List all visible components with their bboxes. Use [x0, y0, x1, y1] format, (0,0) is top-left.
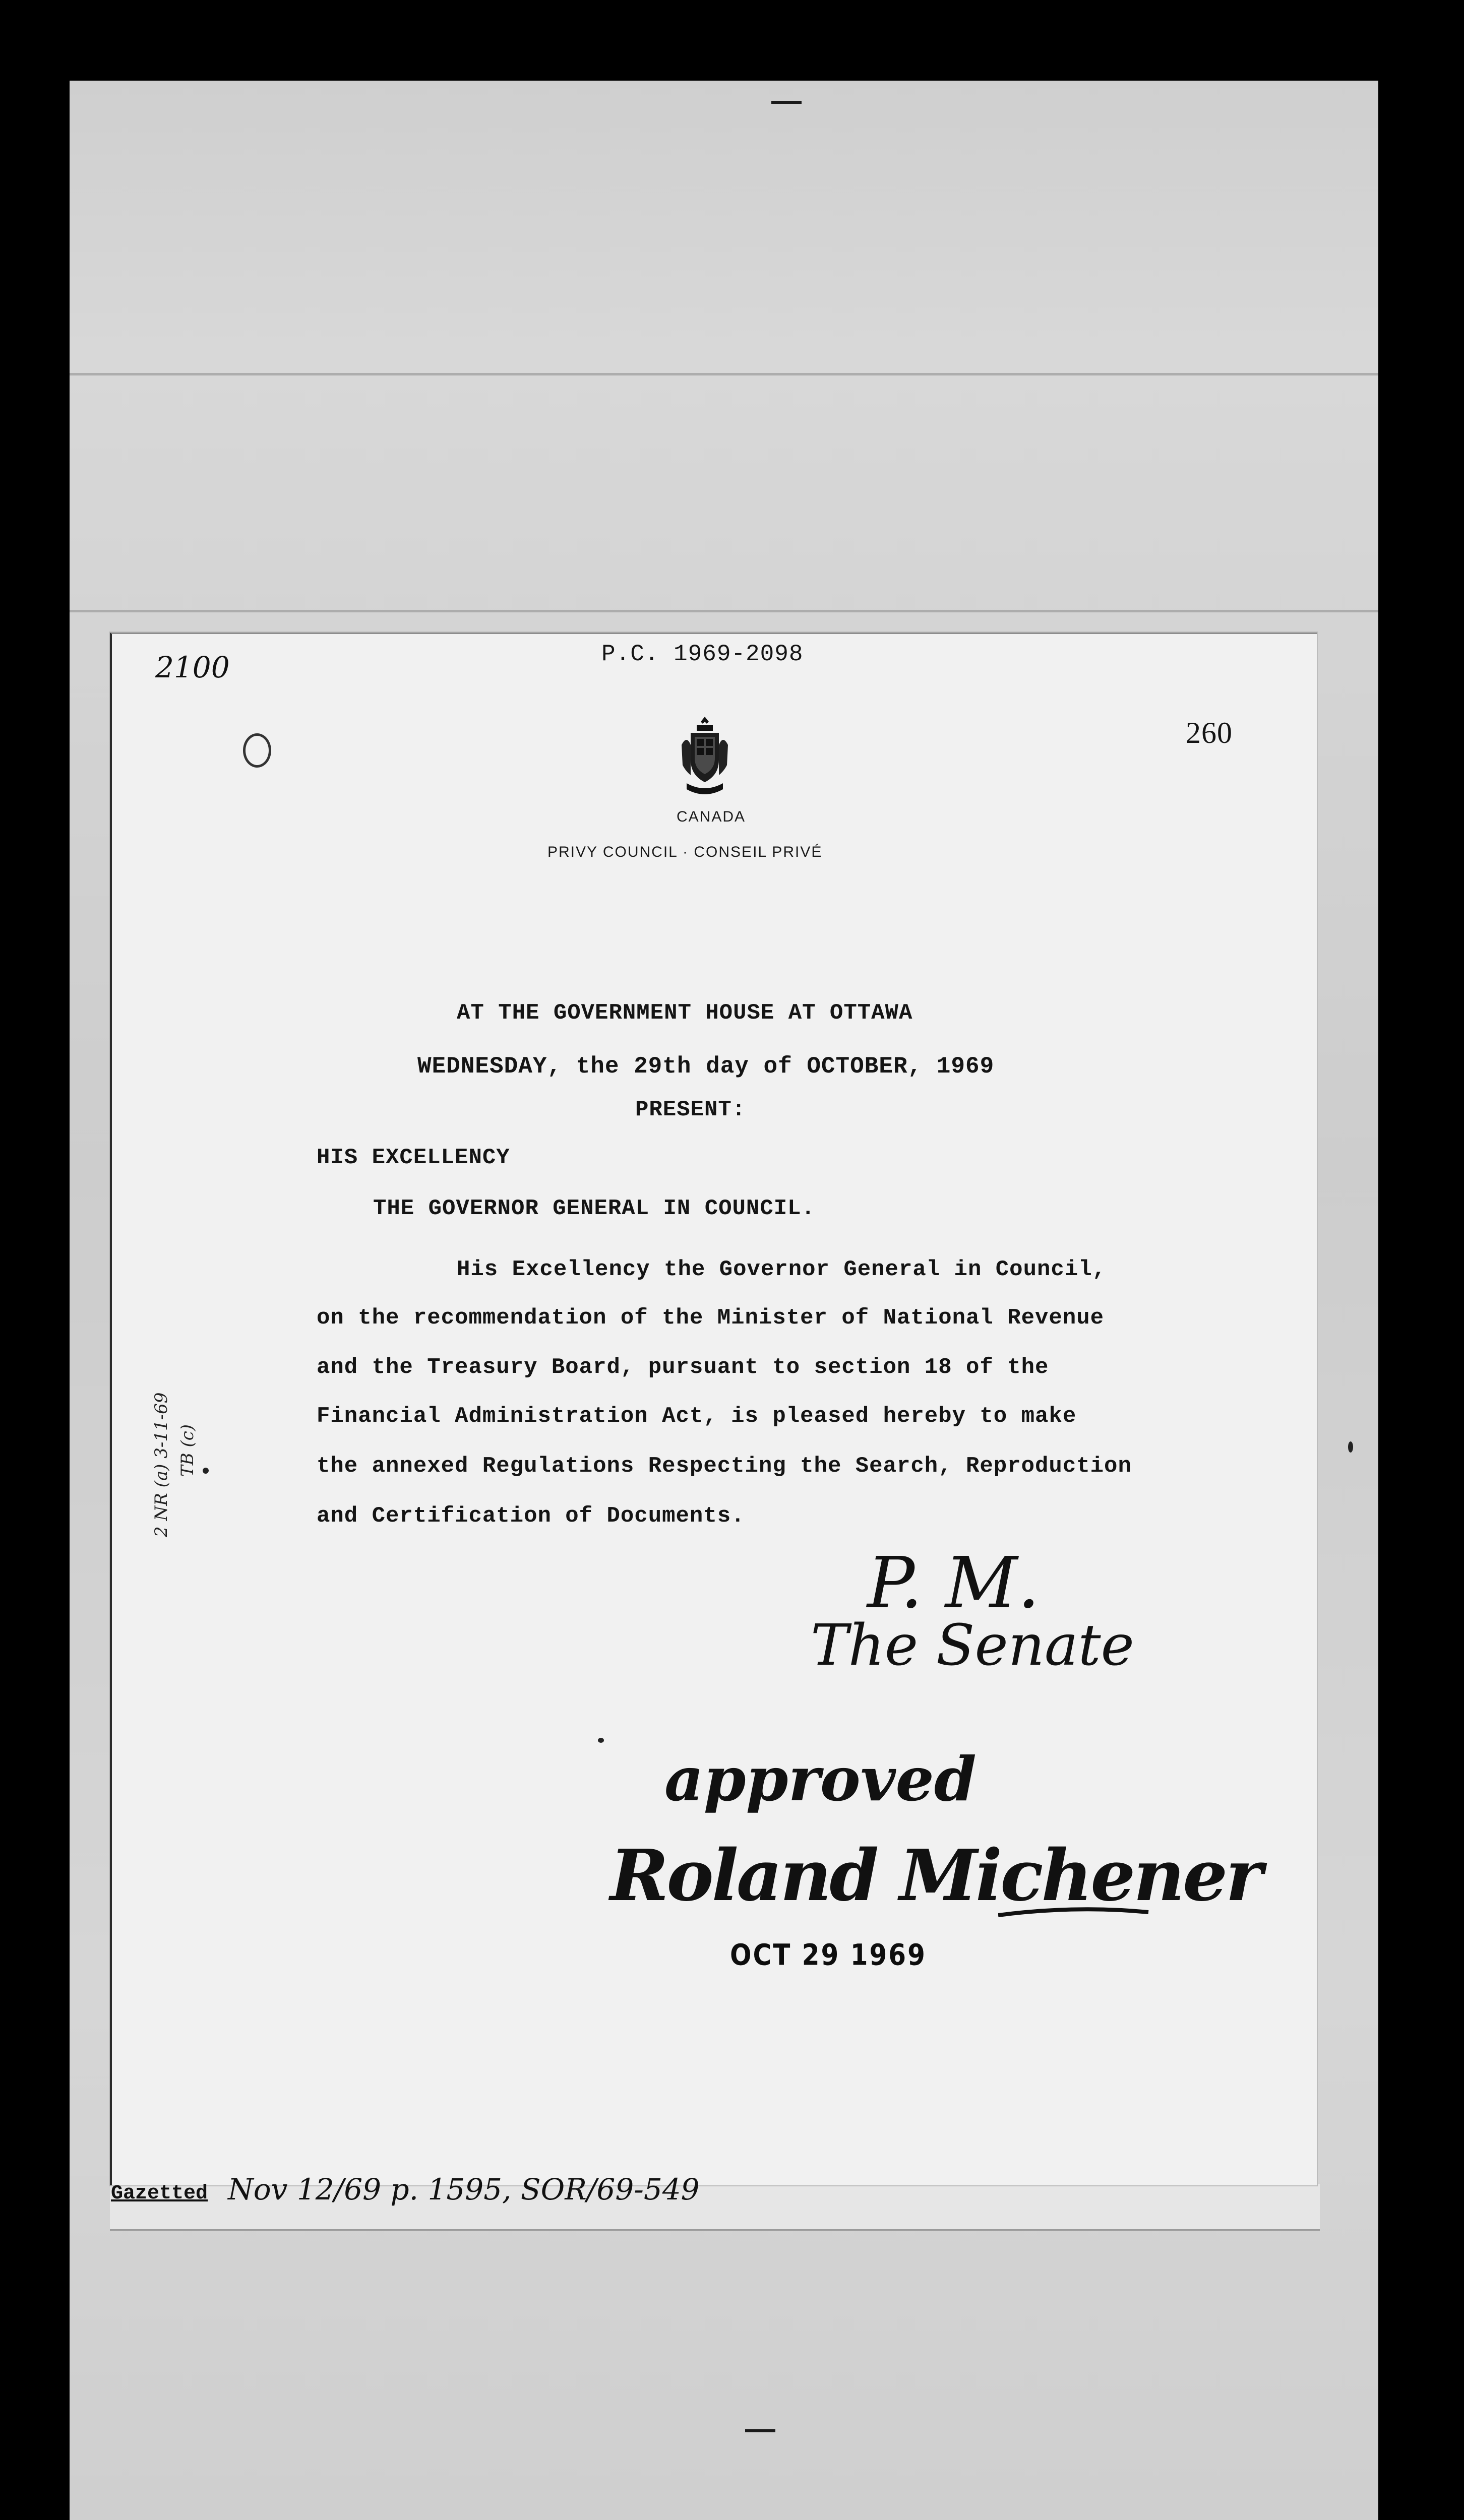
gazetted-handwritten-note: Nov 12/69 p. 1595, SOR/69-549	[228, 2172, 700, 2207]
approval-date-stamp: OCT 29 1969	[730, 1938, 927, 1972]
body-line: Financial Administration Act, is pleased hereby to make	[317, 1404, 1077, 1429]
handwritten-senate: The Senate	[811, 1613, 1134, 1678]
heading-date: WEDNESDAY, the 29th day of OCTOBER, 1969	[417, 1053, 995, 1080]
frame-tick-mark	[771, 101, 802, 104]
body-line: the annexed Regulations Respecting the Search, Reproduction	[317, 1454, 1132, 1479]
pc-reference-number: P.C. 1969-2098	[601, 641, 804, 667]
signature-tail-stroke	[998, 1900, 1149, 1920]
addressee-line-1: HIS EXCELLENCY	[317, 1145, 510, 1170]
body-line: on the recommendation of the Minister of National Revenue	[317, 1305, 1105, 1331]
gazetted-stamp: Gazetted	[111, 2182, 208, 2205]
heading-location: AT THE GOVERNMENT HOUSE AT OTTAWA	[457, 1000, 913, 1026]
margin-note-1: 2 NR (a) 3-11-69	[151, 1392, 171, 1537]
governor-general-signature: Roland Michener	[610, 1835, 1261, 1917]
crest-country-label: CANADA	[677, 808, 746, 825]
margin-mark	[203, 1468, 209, 1474]
body-line: and Certification of Documents.	[317, 1503, 745, 1529]
page-crease	[70, 373, 1378, 375]
handwritten-approved: approved	[664, 1744, 977, 1815]
body-line: His Excellency the Governor General in Council,	[457, 1257, 1107, 1282]
page-crease	[70, 610, 1378, 612]
ink-speck	[598, 1738, 604, 1743]
film-speck	[1348, 1441, 1353, 1453]
body-line: and the Treasury Board, pursuant to section 18 of the	[317, 1355, 1049, 1380]
heading-present: PRESENT:	[635, 1097, 746, 1122]
frame-tick-mark	[745, 2429, 775, 2432]
page-number: 260	[1186, 716, 1233, 749]
canada-coat-of-arms-icon	[680, 715, 730, 804]
handwritten-file-number: 2100	[155, 650, 230, 684]
addressee-line-2: THE GOVERNOR GENERAL IN COUNCIL.	[373, 1196, 815, 1221]
margin-note-2: TB (c)	[177, 1424, 198, 1477]
handwritten-initials: P. M.	[867, 1542, 1040, 1624]
privy-council-label: PRIVY COUNCIL · CONSEIL PRIVÉ	[547, 844, 823, 860]
punch-hole-mark	[243, 733, 271, 768]
